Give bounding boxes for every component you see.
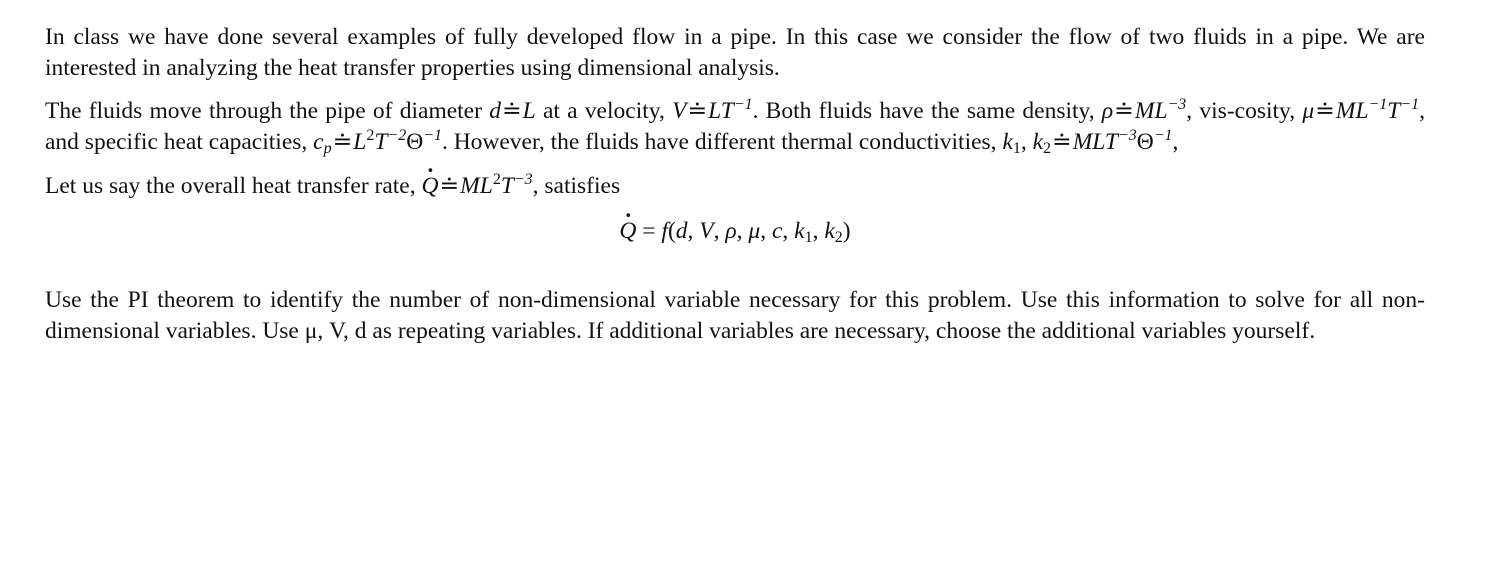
diameter-dimension: d≐L — [489, 98, 536, 124]
variables-text-4: , vis-cosity, — [1186, 98, 1303, 124]
heat-rate-paragraph — [45, 171, 1425, 202]
density-dimension: $\rho≐ML^{-3}$ — [1101, 96, 1187, 124]
velocity-dimension: $V≐LT^{-1}$ — [672, 96, 753, 124]
variables-text-3: . Both fluids have the same density, — [752, 98, 1102, 124]
functional-relation-equation: · Q = f(d, V, ρ, μ, c, $k_1$, $k_2$) — [45, 216, 1425, 247]
conductivity-dimension: $k_1$, $k_2≐MLT^{-3}\Theta^{-1}$ — [1002, 127, 1173, 157]
variables-text-7: , — [1172, 129, 1179, 155]
variables-paragraph — [45, 96, 1425, 158]
variables-text-1: The fluids move through the pipe of diameter — [45, 98, 490, 124]
heat-rate-text-1: Let us say the overall heat transfer rate, — [45, 173, 422, 199]
heat-capacity-dimension: $c_p≐L^2T^{-2}\Theta^{-1}$ — [313, 127, 442, 157]
heat-rate-text-2: , satisfies — [532, 173, 621, 199]
heat-rate-dimension: · $Q≐ML^2T^{-3}$ — [421, 173, 532, 199]
problem-statement — [45, 22, 1425, 360]
viscosity-dimension: $\mu≐ML^{-1}T^{-1}$ — [1302, 96, 1420, 124]
task-paragraph: Use the PI theorem to identify the number of non-dimensional variable necessary for this problem. Use this information to solve for all non-dimensional variables. Use μ, V, d as repeating variables. If additional variables are necessary, choose the additional variables yourself. — [45, 287, 1425, 344]
intro-paragraph: In class we have done several examples of fully developed flow in a pipe. In this case we consider the flow of two fluids in a pipe. We are interested in analyzing the heat transfer properties using dimensional analysis. — [45, 24, 1425, 81]
variables-text-2: at a velocity, — [535, 98, 673, 124]
variables-text-6: . However, the fluids have different thermal conductivities, — [441, 129, 1003, 155]
variables-text-5: , and specific heat capacities, — [45, 98, 1426, 155]
